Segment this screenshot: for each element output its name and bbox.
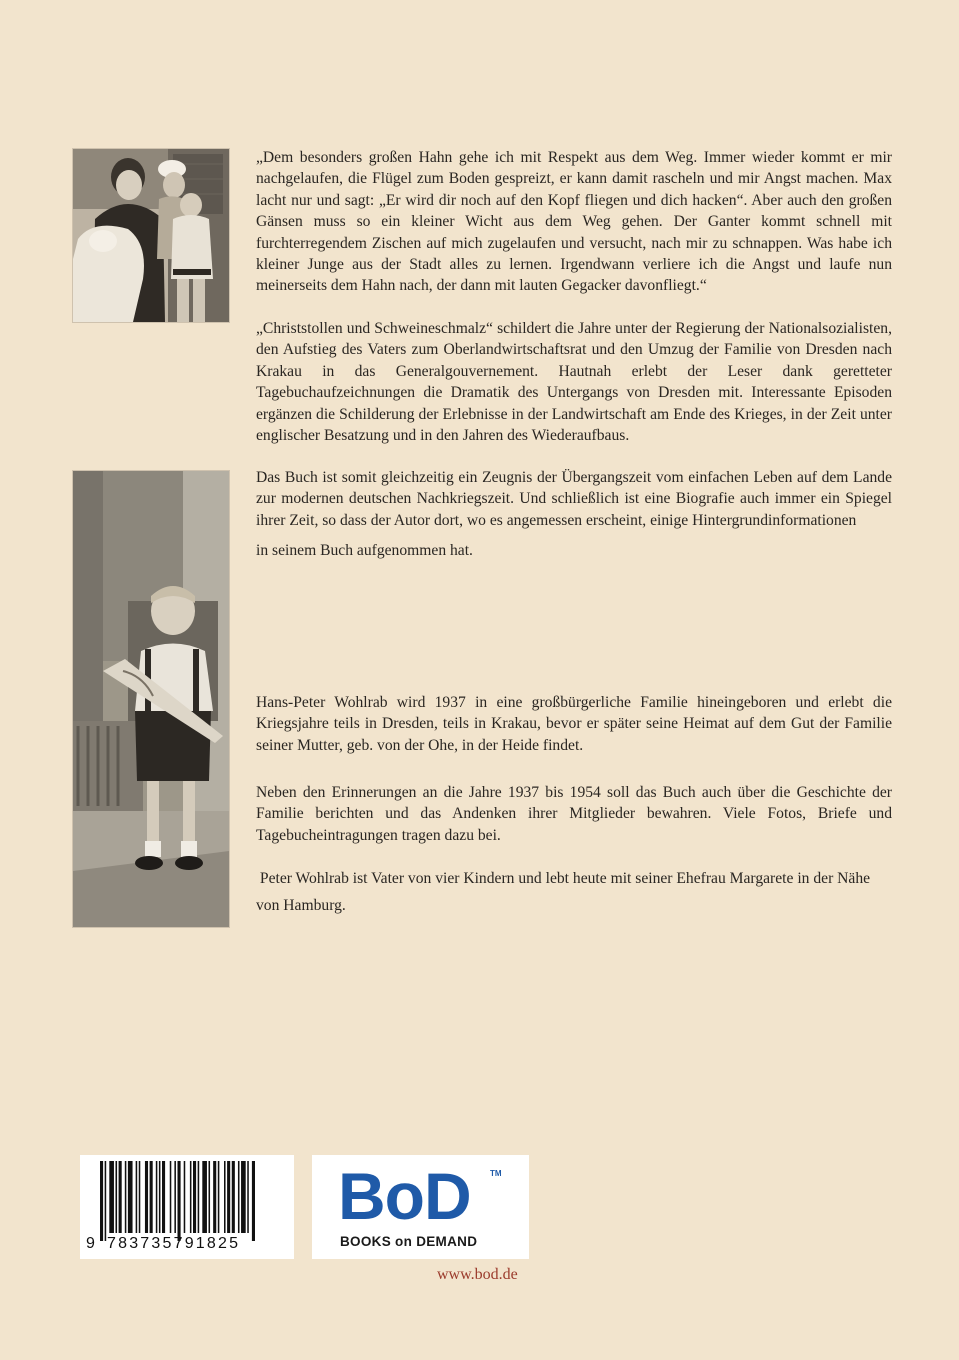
testimony-paragraph: [256, 467, 892, 562]
barcode-bar: [247, 1161, 249, 1233]
barcode-bar: [209, 1161, 211, 1233]
boy-school-cone-photo: [72, 470, 230, 928]
barcode-bar: [139, 1161, 141, 1233]
author-bio-paragraph: [256, 692, 892, 756]
barcode-bar: [145, 1161, 148, 1233]
barcode-bar: [174, 1161, 176, 1233]
barcode-bar: [213, 1161, 216, 1233]
barcode-bar: [159, 1161, 161, 1233]
barcode-bar: [224, 1161, 226, 1233]
barcode-bar: [227, 1161, 230, 1233]
barcode-bar: [150, 1161, 153, 1233]
testimony-text: Das Buch ist somit gleichzeitig ein Zeugnis der Übergangszeit vom einfachen Leben auf dem Lande zur modernen deutschen Nachkriegszeit. Und schließlich ist eine Biografie auch immer ein Spiegel ihrer Zeit, so dass der Autor dort, wo es angemessen erscheint, einige Hintergrundinformationen: [256, 469, 892, 529]
bod-trademark: TM: [490, 1169, 502, 1178]
barcode-bar: [202, 1161, 207, 1233]
barcode-bar: [193, 1161, 196, 1233]
barcode-bar: [252, 1161, 255, 1241]
publisher-url[interactable]: www.bod.de: [437, 1266, 518, 1283]
bod-logo: BoD: [338, 1159, 471, 1233]
barcode-bar: [170, 1161, 172, 1233]
barcode-bar: [184, 1161, 186, 1233]
barcode-bar: [241, 1161, 246, 1233]
barcode-bar: [162, 1161, 165, 1233]
author-history-text: Neben den Erinnerungen an die Jahre 1937 bis 1954 soll das Buch auch über die Geschichte der Familie berichten und das Andenken ihrer Mitglieder bewahren. Viele Fotos, Briefe und Tagebucheintragungen tragen dazu bei.: [256, 784, 892, 844]
barcode-bar: [100, 1161, 103, 1241]
quote-text: „Dem besonders großen Hahn gehe ich mit Respekt aus dem Weg. Immer wieder kommt er mir nachgelaufen, die Flügel zum Boden gespreizt, er kann damit rascheln und mir Angst machen. Max lacht nur und sagt: „Er wird dir noch auf den Kopf fliegen und dich hacken“. Aber auch den großen Gänsen muss so ein kleiner Wicht aus dem Weg gehen. Der Ganter kommt schnell mit furchterregendem Zischen auf mich zugelaufen und versucht, nach mir zu schnappen. Was habe ich kleiner Junge aus der Stadt alles zu lernen. Irgendwann verliere ich die Angst und laufe nun meinerseits dem Hahn nach, der dann mit lauten Gegacker davonfliegt.“: [256, 149, 892, 295]
barcode-bar: [119, 1161, 122, 1233]
barcode-first-digit: 9: [86, 1235, 98, 1252]
barcode-bar: [156, 1161, 158, 1233]
isbn-barcode: [80, 1155, 294, 1259]
barcode-bar: [190, 1161, 192, 1233]
summary-paragraph: [256, 318, 892, 446]
barcode-bar: [109, 1161, 114, 1233]
author-family-paragraph: [256, 868, 892, 917]
family-photo: [72, 148, 230, 323]
barcode-bar: [128, 1161, 133, 1233]
barcode-bar: [136, 1161, 138, 1233]
barcode-bar: [232, 1161, 235, 1233]
barcode-digits: 783735791825: [107, 1235, 241, 1252]
barcode-bar: [125, 1161, 127, 1233]
summary-text: „Christstollen und Schweineschmalz“ schildert die Jahre unter der Regierung der Nationalsozialisten, den Aufstieg des Vaters zum Oberlandwirtschaftsrat und den Umzug der Familie von Dresden nach Krakau in das Generalgouvernement. Hautnah erlebt der Leser dank geretteter Tagebuchaufzeichnungen die Dramatik des Untergangs von Dresden mit. Interessante Episoden ergänzen die Schilderung der Erlebnisse in der Landwirtschaft am Ende des Krieges, in der Zeit unter englischer Besatzung und in den Jahren des Wiederaufbaus.: [256, 320, 892, 445]
bod-logo-box: [312, 1155, 529, 1259]
bod-tagline: BOOKS on DEMAND: [340, 1234, 478, 1249]
barcode-bar: [105, 1161, 107, 1241]
testimony-text-end: in seinem Buch aufgenommen hat.: [256, 542, 473, 560]
quote-paragraph: [256, 147, 892, 297]
author-family-text-end: von Hamburg.: [256, 897, 346, 915]
barcode-bar: [198, 1161, 200, 1233]
barcode-bar: [116, 1161, 118, 1233]
author-bio-text: Hans-Peter Wohlrab wird 1937 in eine großbürgerliche Familie hineingeboren und erlebt die Kriegsjahre teils in Dresden, teils in Krakau, bevor er später seine Heimat auf dem Gut der Familie seiner Mutter, geb. von der Ohe, in der Heide findet.: [256, 694, 892, 754]
barcode-bar: [178, 1161, 181, 1241]
author-history-paragraph: [256, 782, 892, 846]
barcode-bar: [238, 1161, 240, 1233]
author-family-text: Peter Wohlrab ist Vater von vier Kindern und lebt heute mit seiner Ehefrau Margarete in der Nähe: [256, 870, 871, 887]
barcode-bar: [218, 1161, 220, 1233]
